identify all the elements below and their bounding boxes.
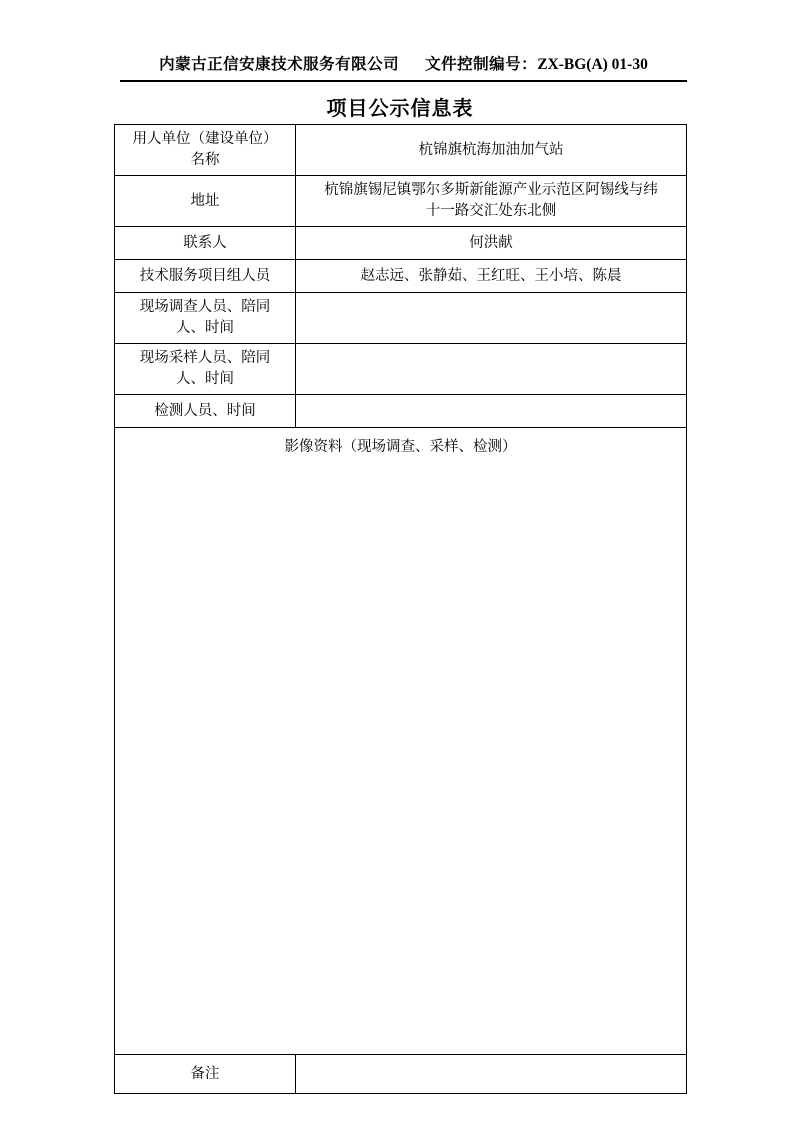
table-row-sampling [115, 344, 687, 395]
row-label-site-survey-line2: 人、时间 [176, 320, 234, 337]
row-label-sampling [115, 344, 296, 395]
project-info-table [114, 124, 687, 1094]
row-label-sampling-line2: 人、时间 [176, 371, 234, 388]
row-value-address [296, 176, 687, 227]
row-value-team: 赵志远、张静茹、王红旺、王小培、陈晨 [296, 260, 687, 293]
table-row-media-head [115, 428, 687, 467]
page-header [120, 52, 687, 82]
row-label-employer-line1: 用人单位（建设单位） [132, 131, 278, 147]
table-row-address [115, 176, 687, 227]
row-label-site-survey-line1: 现场调查人员、陪同 [139, 299, 271, 316]
table-row-remark [115, 1055, 687, 1094]
project-info-table-wrapper [114, 124, 687, 1094]
table-row-team [115, 260, 687, 293]
table-row-employer [115, 125, 687, 176]
media-section-title: 影像资料（现场调查、采样、检测） [115, 428, 687, 467]
row-value-remark [296, 1055, 687, 1094]
row-value-employer: 杭锦旗杭海加油加气站 [296, 125, 687, 176]
doc-code-value: ZX-BG(A) 01-30 [537, 56, 648, 73]
table-row-site-survey [115, 293, 687, 344]
row-value-testing [296, 395, 687, 428]
doc-code-label: 文件控制编号： [425, 56, 538, 73]
row-label-site-survey [115, 293, 296, 344]
media-section-content [115, 466, 687, 1055]
table-row-media-body [115, 466, 687, 1055]
table-row-contact [115, 227, 687, 260]
row-label-contact: 联系人 [115, 227, 296, 260]
row-label-testing: 检测人员、时间 [115, 395, 296, 428]
row-label-sampling-line1: 现场采样人员、陪同 [139, 350, 271, 367]
row-value-contact: 何洪献 [296, 227, 687, 260]
row-label-employer-line2: 名称 [190, 152, 220, 169]
row-value-sampling [296, 344, 687, 395]
row-label-team: 技术服务项目组人员 [115, 260, 296, 293]
row-label-remark: 备注 [115, 1055, 296, 1094]
table-row-testing [115, 395, 687, 428]
row-value-site-survey [296, 293, 687, 344]
page-title: 项目公示信息表 [326, 98, 474, 120]
row-value-address-line2: 十一路交汇处东北侧 [425, 203, 557, 220]
company-name: 内蒙古正信安康技术服务有限公司 [159, 56, 400, 73]
row-label-employer [115, 125, 296, 176]
row-value-address-line1: 杭锦旗锡尼镇鄂尔多斯新能源产业示范区阿锡线与纬 [324, 182, 658, 199]
row-label-address: 地址 [115, 176, 296, 227]
